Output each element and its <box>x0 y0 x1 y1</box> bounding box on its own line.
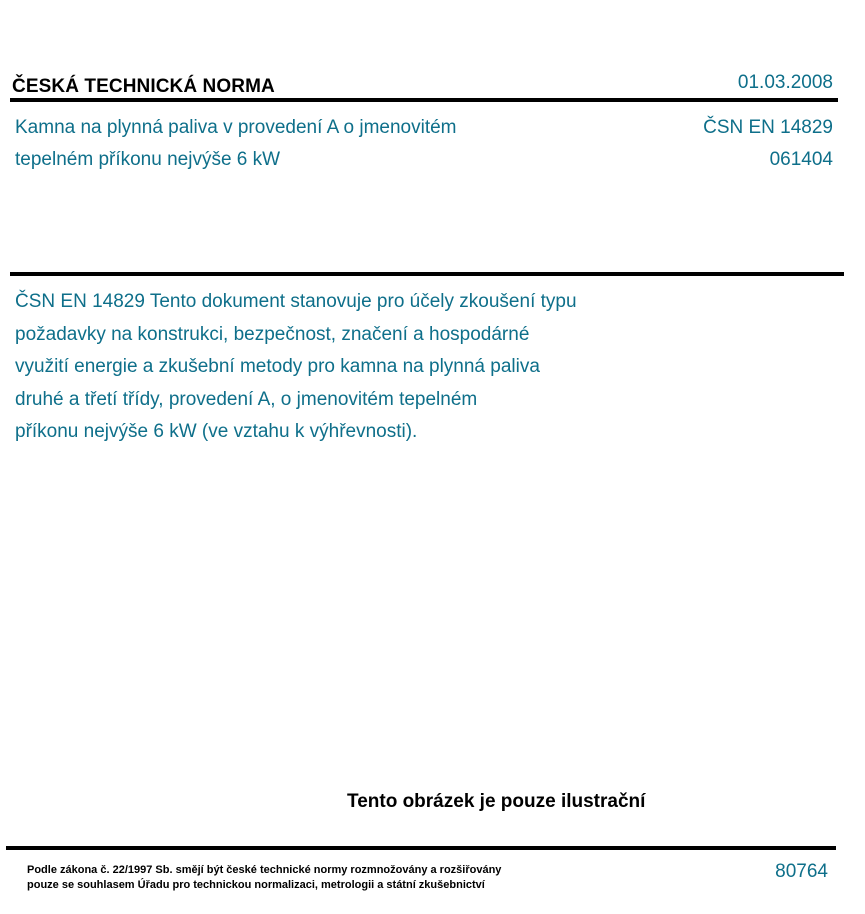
abstract <box>15 286 675 449</box>
abstract-line-5: příkonu nejvýše 6 kW (ve vztahu k výhřevnosti). <box>15 421 418 442</box>
abstract-line-1: ČSN EN 14829 Tento dokument stanovuje pro účely zkoušení typu <box>15 291 577 312</box>
abstract-line-4: druhé a třetí třídy, provedení A, o jmenovitém tepelném <box>15 388 478 410</box>
class-code: 061404 <box>769 149 833 170</box>
legal-notice <box>27 863 501 893</box>
illustration-note: Tento obrázek je pouze ilustrační <box>347 791 646 812</box>
issue-date: 01.03.2008 <box>737 72 833 93</box>
document-title-line-1: Kamna na plynná paliva v provedení A o jmenovitém <box>15 117 457 138</box>
abstract-line-2: požadavky na konstrukci, bezpečnost, značení a hospodárné <box>15 323 530 345</box>
legal-line-2: pouze se souhlasem Úřadu pro technickou normalizaci, metrologii a státní zkušebnictví <box>27 879 485 891</box>
document-title-line-2: tepelném příkonu nejvýše 6 kW <box>15 149 281 170</box>
middle-rule <box>10 272 844 276</box>
standard-code: ČSN EN 14829 <box>703 117 833 138</box>
abstract-line-3: využití energie a zkušební metody pro kamna na plynná paliva <box>15 356 540 377</box>
top-rule <box>10 98 838 102</box>
bottom-rule <box>6 846 836 850</box>
legal-line-1: Podle zákona č. 22/1997 Sb. smějí být české technické normy rozmnožovány a rozšiřovány <box>27 864 502 876</box>
norm-label: ČESKÁ TECHNICKÁ NORMA <box>12 76 275 97</box>
catalog-number: 80764 <box>775 861 828 882</box>
